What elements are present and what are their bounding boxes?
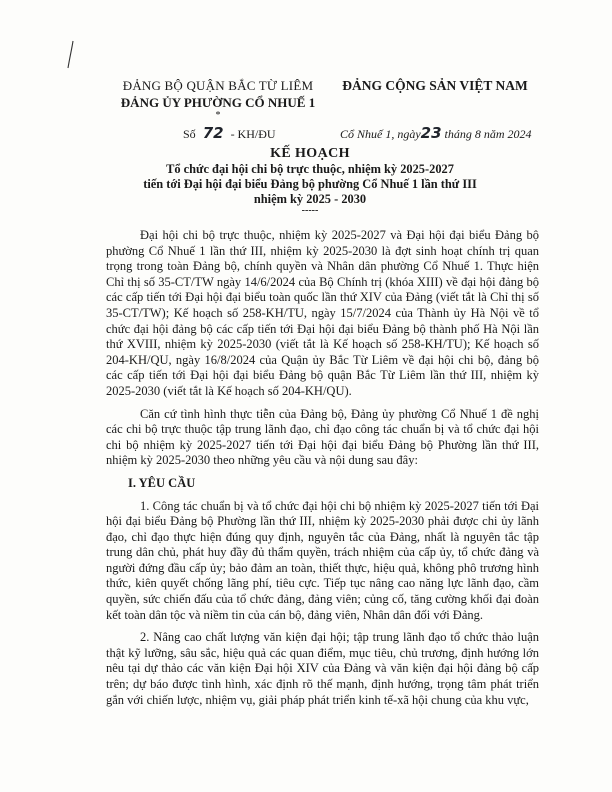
handwritten-day: 23 [420, 124, 442, 142]
title-separator: ----- [301, 205, 319, 216]
place-date-suffix: tháng 8 năm 2024 [444, 127, 532, 141]
section-heading-requirements: I. YÊU CẦU [128, 475, 196, 490]
party-name: ĐẢNG CỘNG SẢN VIỆT NAM [342, 78, 528, 93]
basis-paragraph: Căn cứ tình hình thực tiễn của Đảng bộ, Đảng ủy phường Cổ Nhuế 1 đề nghị các chi bộ trực thuộc tập trung lãnh đạo, chỉ đạo công tác chuẩn bị và tổ chức đại hội chi bộ nhiệm kỳ 2025-2027 tiến tới Đại hội đại biểu Đảng bộ Phường lần thứ III, nhiệm kỳ 2025-2030 theo những yêu cầu và nội dung sau đây: [106, 406, 539, 468]
so-label: Số [183, 127, 196, 141]
party-committee-name: ĐẢNG BỘ QUẬN BẮC TỪ LIÊM [122, 78, 314, 93]
document-code: - KH/ĐU [230, 127, 276, 141]
place-date-prefix: Cổ Nhuế 1, ngày [340, 127, 421, 141]
title-line-3: nhiệm kỳ 2025 - 2030 [253, 192, 367, 206]
document-number [183, 124, 276, 142]
document-title [110, 146, 510, 216]
requirement-item-2: 2. Nâng cao chất lượng văn kiện đại hội; tập trung lãnh đạo tổ chức thảo luận thật kỹ lưỡng, sâu sắc, hiệu quả các quan điểm, mục tiêu, chủ trương, định hướng lớn nêu tại dự thảo các văn kiện Đại hội XIV của Đảng và văn kiện đại hội đảng bộ cấp trên; dự báo được tình hình, xác định rõ thế mạnh, định hướng, trọng tâm phát triển gắn với chiến lược, nhiệm vụ, giải pháp phát triển kinh tế-xã hội chung của khu vực, [106, 630, 539, 707]
pen-mark [64, 40, 78, 70]
issuing-authority [118, 78, 318, 121]
title-line-1: Tổ chức đại hội chi bộ trực thuộc, nhiệm kỳ 2025-2027 [166, 162, 454, 176]
requirement-item-1: 1. Công tác chuẩn bị và tổ chức đại hội chi bộ nhiệm kỳ 2025-2027 tiến tới Đại hội đại biểu Đảng bộ Phường lần thứ III, nhiệm kỳ 2025-2030 phải được chi ủy lãnh đạo, chỉ đạo thực hiện đúng quy định, nguyên tắc của Đảng, nhất là nguyên tắc tập trung dân chủ, phát huy đầy đủ thẩm quyền, trách nhiệm của cấp ủy, tổ chức đảng và người đứng đầu cấp ủy; bảo đảm an toàn, thiết thực, hiệu quả, không phô trương hình thức, kiên quyết chống lãng phí, tiêu cực. Tiếp tục nâng cao năng lực lãnh đạo, cầm quyền, sức chiến đấu của tổ chức đảng, đảng viên; củng cố, tăng cường khối đại đoàn kết toàn dân tộc và niềm tin của cán bộ, đảng viên, Nhân dân đối với Đảng. [106, 498, 539, 622]
header-star: * [215, 110, 221, 121]
place-date [340, 124, 532, 142]
title-line-2: tiến tới Đại hội đại biểu Đảng bộ phường Cổ Nhuế 1 lần thứ III [143, 177, 477, 191]
handwritten-number: 72 [202, 124, 224, 142]
title-main: KẾ HOẠCH [270, 146, 350, 161]
intro-paragraph: Đại hội chi bộ trực thuộc, nhiệm kỳ 2025-2027 và Đại hội đại biểu Đảng bộ phường Cổ Nhuế 1 lần thứ III, nhiệm kỳ 2025-2030 là đợt sinh hoạt chính trị quan trọng trong toàn Đảng bộ, chính quyền và Nhân dân phường Cổ Nhuế 1. Thực hiện Chỉ thị số 35-CT/TW ngày 14/6/2024 của Bộ Chính trị (khóa XIII) về đại hội đảng bộ các cấp tiến tới Đại hội đại biểu toàn quốc lần thứ XIV của Đảng (viết tắt là Chỉ thị số 35-CT/TW); Kế hoạch số 258-KH/TU, ngày 15/7/2024 của Thành ủy Hà Nội về tổ chức đại hội đảng bộ các cấp tiến tới Đại hội đại biểu Đảng bộ thành phố Hà Nội lần thứ XVIII, nhiệm kỳ 2025-2030 (viết tắt là Kế hoạch số 258-KH/TU); Kế hoạch số 204-KH/QU, ngày 16/8/2024 của Quận ủy Bắc Từ Liêm về đại hội chi bộ, đảng bộ các cấp tiến tới Đại hội đại biểu Đảng bộ quận Bắc Từ Liêm lần thứ III, nhiệm kỳ 2025-2030 (viết tắt là Kế hoạch số 204-KH/QU). [106, 228, 539, 398]
ward-committee-name: ĐẢNG ỦY PHƯỜNG CỔ NHUẾ 1 [120, 95, 316, 110]
document-body [106, 228, 539, 715]
